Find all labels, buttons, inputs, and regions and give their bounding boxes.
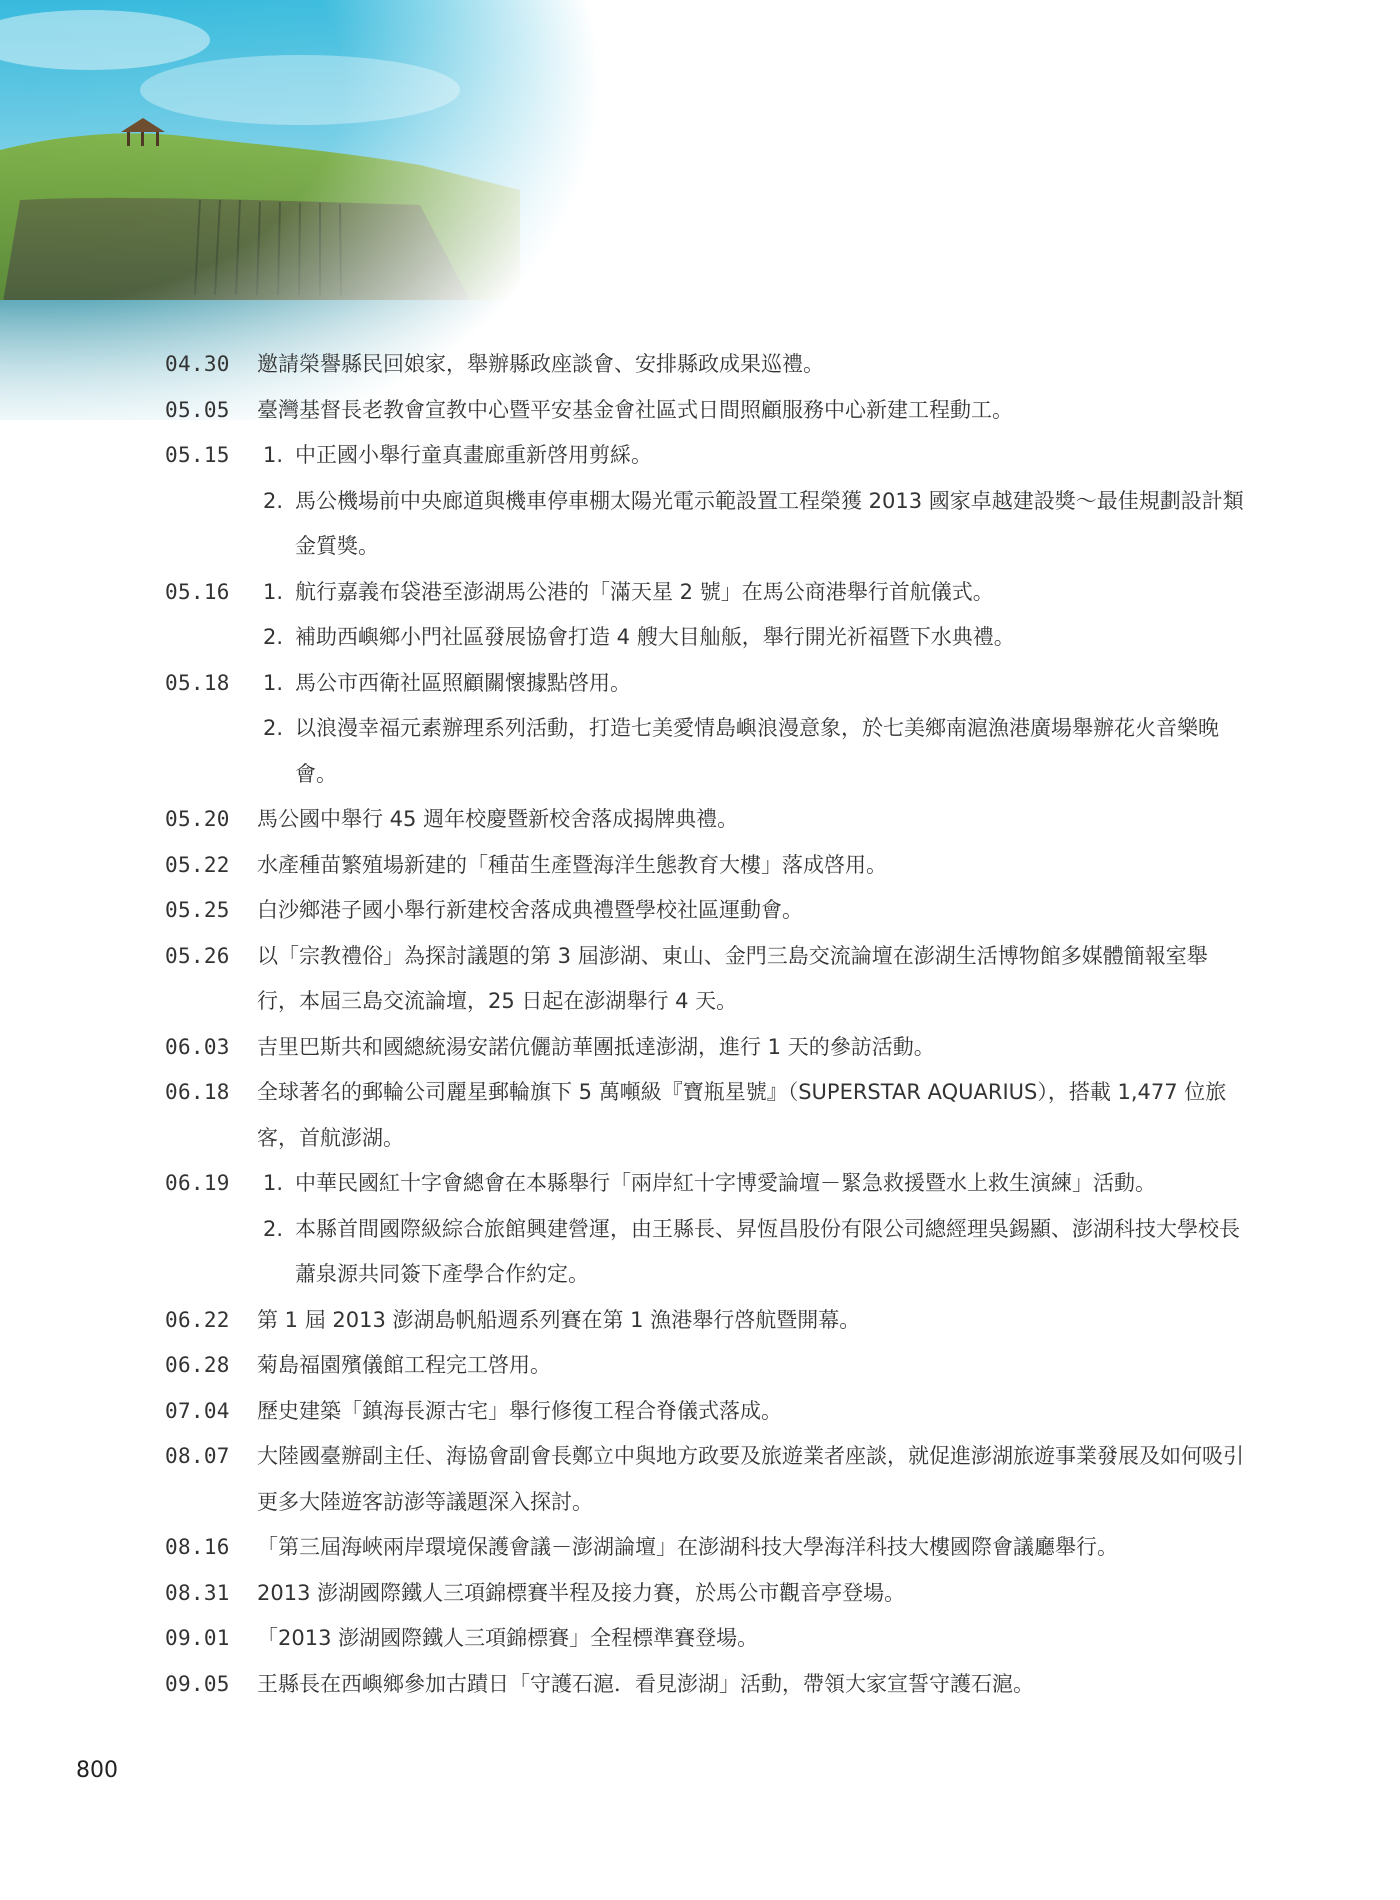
timeline-entry [165, 570, 1245, 661]
timeline-entry [165, 342, 1245, 388]
entry-date: 05.25 [165, 898, 230, 922]
timeline-entry [165, 888, 1245, 934]
entry-date: 09.01 [165, 1626, 230, 1650]
entry-text: 白沙鄉港子國小舉行新建校舍落成典禮暨學校社區運動會。 [257, 898, 803, 922]
timeline-entry [165, 1298, 1245, 1344]
entry-text: 王縣長在西嶼鄉參加古蹟日「守護石滬．看見澎湖」活動，帶領大家宣誓守護石滬。 [257, 1671, 1034, 1696]
timeline-entry [165, 843, 1245, 889]
entry-text: 歷史建築「鎮海長源古宅」舉行修復工程合脊儀式落成。 [257, 1398, 782, 1423]
entry-sub-item [257, 570, 1245, 616]
entry-date: 05.15 [165, 443, 230, 467]
entry-text: 水產種苗繁殖場新建的「種苗生產暨海洋生態教育大樓」落成啓用。 [257, 852, 887, 877]
sub-item-text: 補助西嶼鄉小門社區發展協會打造 4 艘大目舢舨，舉行開光祈福暨下水典禮。 [295, 625, 1015, 649]
timeline-list [165, 342, 1245, 1707]
entry-date: 05.22 [165, 852, 230, 877]
entry-sub-item [257, 706, 1245, 797]
timeline-entry [165, 934, 1245, 1025]
entry-text: 「2013 澎湖國際鐵人三項錦標賽」全程標準賽登場。 [257, 1626, 759, 1650]
timeline-entry [165, 1571, 1245, 1617]
entry-date: 05.18 [165, 670, 230, 695]
timeline-entry [165, 1161, 1245, 1298]
entry-sub-item [257, 615, 1245, 661]
entry-date: 08.07 [165, 1444, 230, 1468]
sub-item-number: 2. [263, 716, 284, 740]
timeline-entry [165, 1616, 1245, 1662]
entry-sub-item [257, 1207, 1245, 1298]
entry-sub-item [257, 661, 1245, 707]
timeline-entry [165, 433, 1245, 570]
entry-date: 08.16 [165, 1535, 230, 1559]
entry-date: 06.03 [165, 1034, 230, 1059]
entry-text: 2013 澎湖國際鐵人三項錦標賽半程及接力賽，於馬公市觀音亭登場。 [257, 1580, 906, 1605]
sub-item-text: 馬公機場前中央廊道與機車停車棚太陽光電示範設置工程榮獲 2013 國家卓越建設獎〜最佳規劃設計類金質獎。 [295, 488, 1244, 558]
sub-item-number: 2. [263, 1216, 284, 1241]
entry-text: 馬公國中舉行 45 週年校慶暨新校舍落成揭牌典禮。 [257, 807, 739, 831]
sub-item-text: 中正國小舉行童真畫廊重新啓用剪綵。 [295, 443, 652, 467]
page-number: 800 [76, 1758, 118, 1783]
timeline-entry [165, 661, 1245, 798]
sub-item-number: 1. [263, 1171, 284, 1195]
entry-date: 05.26 [165, 943, 230, 968]
entry-date: 04.30 [165, 352, 230, 376]
entry-date: 05.05 [165, 397, 230, 422]
entry-text: 臺灣基督長老教會宣教中心暨平安基金會社區式日間照顧服務中心新建工程動工。 [257, 397, 1013, 422]
sub-item-text: 本縣首間國際級綜合旅館興建營運，由王縣長、昇恆昌股份有限公司總經理吳錫顯、澎湖科技大學校長蕭泉源共同簽下產學合作約定。 [295, 1216, 1240, 1286]
entry-date: 09.05 [165, 1671, 230, 1696]
entry-text: 「第三屆海峽兩岸環境保護會議－澎湖論壇」在澎湖科技大學海洋科技大樓國際會議廳舉行。 [257, 1535, 1118, 1559]
entry-sub-item [257, 1161, 1245, 1207]
timeline-entry [165, 797, 1245, 843]
timeline-entry [165, 1389, 1245, 1435]
timeline-entry [165, 388, 1245, 434]
entry-text: 大陸國臺辦副主任、海協會副會長鄭立中與地方政要及旅遊業者座談，就促進澎湖旅遊事業發展及如何吸引更多大陸遊客訪澎等議題深入探討。 [257, 1444, 1244, 1514]
entry-text: 全球著名的郵輪公司麗星郵輪旗下 5 萬噸級『寶瓶星號』（SUPERSTAR AQUARIUS），搭載 1,477 位旅客，首航澎湖。 [257, 1080, 1227, 1150]
timeline-entry [165, 1525, 1245, 1571]
entry-date: 06.19 [165, 1171, 230, 1195]
sub-item-number: 1. [263, 670, 284, 695]
timeline-entry [165, 1025, 1245, 1071]
entry-sub-item [257, 433, 1245, 479]
sub-item-number: 2. [263, 488, 284, 513]
timeline-entry [165, 1070, 1245, 1161]
entry-date: 06.28 [165, 1353, 230, 1377]
entry-date: 06.22 [165, 1307, 230, 1332]
entry-date: 08.31 [165, 1580, 230, 1605]
sub-item-text: 以浪漫幸福元素辦理系列活動，打造七美愛情島嶼浪漫意象，於七美鄉南滬漁港廣場舉辦花火音樂晚會。 [295, 716, 1219, 786]
timeline-entry [165, 1343, 1245, 1389]
sub-item-number: 1. [263, 579, 284, 604]
sub-item-number: 1. [263, 443, 284, 467]
entry-date: 05.16 [165, 579, 230, 604]
timeline-entry [165, 1662, 1245, 1708]
sub-item-text: 馬公市西衛社區照顧關懷據點啓用。 [295, 670, 631, 695]
entry-date: 07.04 [165, 1398, 230, 1423]
sub-item-text: 中華民國紅十字會總會在本縣舉行「兩岸紅十字博愛論壇－緊急救援暨水上救生演練」活動。 [295, 1171, 1156, 1195]
entry-text: 菊島福園殯儀館工程完工啓用。 [257, 1353, 551, 1377]
sub-item-number: 2. [263, 625, 284, 649]
entry-text: 邀請榮譽縣民回娘家，舉辦縣政座談會、安排縣政成果巡禮。 [257, 352, 824, 376]
entry-date: 05.20 [165, 807, 230, 831]
entry-text: 以「宗教禮俗」為探討議題的第 3 屆澎湖、東山、金門三島交流論壇在澎湖生活博物館多媒體簡報室舉行，本屆三島交流論壇，25 日起在澎湖舉行 4 天。 [257, 943, 1208, 1013]
sub-item-text: 航行嘉義布袋港至澎湖馬公港的「滿天星 2 號」在馬公商港舉行首航儀式。 [295, 579, 994, 604]
entry-text: 第 1 屆 2013 澎湖島帆船週系列賽在第 1 漁港舉行啓航暨開幕。 [257, 1307, 861, 1332]
entry-text: 吉里巴斯共和國總統湯安諾伉儷訪華團抵達澎湖，進行 1 天的參訪活動。 [257, 1034, 935, 1059]
entry-date: 06.18 [165, 1080, 230, 1104]
entry-sub-item [257, 479, 1245, 570]
timeline-entry [165, 1434, 1245, 1525]
